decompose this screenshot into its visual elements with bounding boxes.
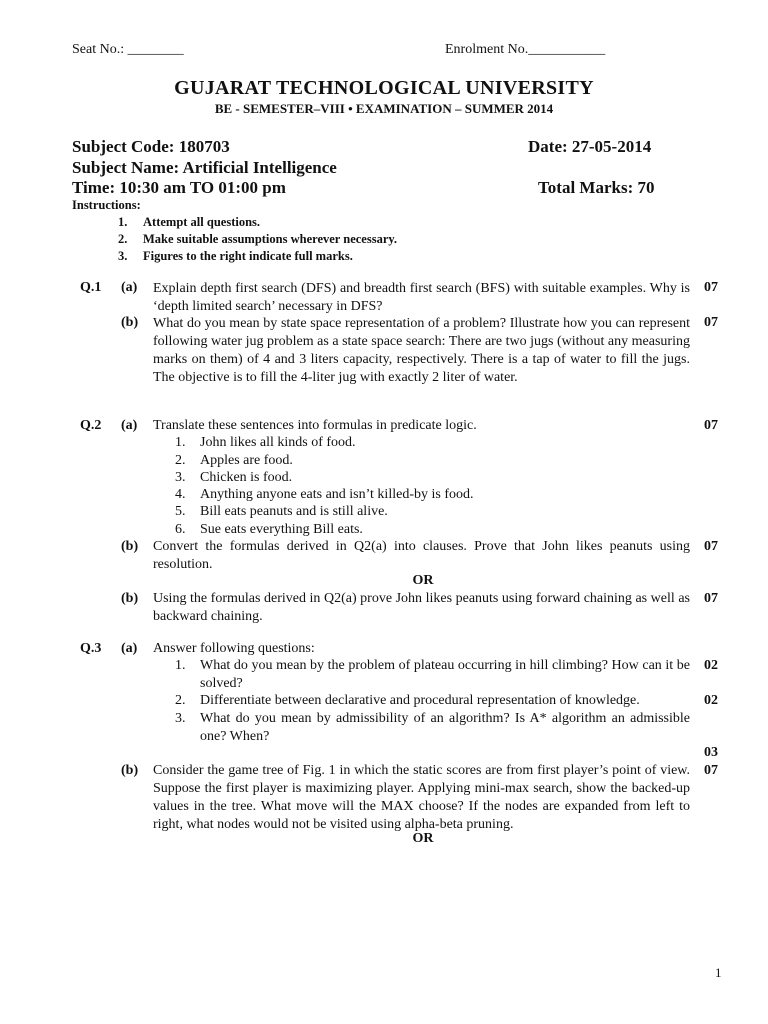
list-item	[175, 521, 363, 539]
q2-part-b-label: (b)	[121, 539, 139, 554]
q1-part-b-marks: 07	[704, 315, 718, 330]
instruction-text: Figures to the right indicate full marks.	[143, 249, 353, 263]
list-text: Chicken is food.	[200, 470, 293, 485]
exam-date: Date: 27-05-2014	[528, 137, 652, 156]
exam-time: Time: 10:30 am TO 01:00 pm	[72, 178, 286, 197]
question-2-label: Q.2	[80, 418, 102, 433]
list-text: Apples are food.	[200, 453, 293, 468]
total-marks: Total Marks: 70	[538, 178, 655, 197]
seat-number-field: Seat No.: ________	[72, 42, 184, 57]
list-item	[175, 657, 690, 693]
page-number: 1	[715, 965, 722, 980]
q3-part-b-marks: 07	[704, 763, 718, 778]
q2-part-b-alt-label: (b)	[121, 591, 139, 606]
q3-a3-marks: 03	[704, 745, 718, 760]
instruction-number: 2.	[118, 232, 128, 246]
instruction-number: 1.	[118, 215, 128, 229]
instruction-text: Attempt all questions.	[143, 215, 261, 229]
list-item	[175, 692, 690, 710]
question-1-label: Q.1	[80, 280, 102, 295]
q2-part-b-alt-text: Using the formulas derived in Q2(a) prove John likes peanuts using forward chaining as well as backward chaining.	[153, 591, 690, 624]
list-item	[175, 434, 356, 452]
list-text: What do you mean by the problem of plateau occurring in hill climbing? How can it be solved?	[200, 658, 690, 691]
q2-part-b-marks: 07	[704, 539, 718, 554]
instructions-heading: Instructions:	[72, 198, 141, 212]
q2-part-a-text: Translate these sentences into formulas in predicate logic.	[153, 418, 477, 433]
instruction-item	[118, 249, 353, 264]
exam-subtitle: BE - SEMESTER–VIII • EXAMINATION – SUMMER 2014	[214, 101, 554, 116]
list-text: Differentiate between declarative and procedural representation of knowledge.	[200, 693, 640, 708]
q1-part-a-marks: 07	[704, 280, 718, 295]
list-item	[175, 452, 293, 470]
instruction-item	[118, 232, 397, 247]
list-number: 3.	[175, 470, 186, 485]
q1-part-b-text: What do you mean by state space representation of a problem? Illustrate how you can represent following water jug problem as a state space search: There are two jugs (without any measuring marks on them) of 4 and 3 liters capacity, respectively. There is a tap of water to fill the jugs. The objective is to fill the 4-liter jug with exactly 2 liter of water.	[153, 316, 690, 385]
list-text: What do you mean by admissibility of an algorithm? Is A* algorithm an admissible one? When?	[200, 711, 690, 744]
q3-a2-marks: 02	[704, 693, 718, 708]
q3-part-b-label: (b)	[121, 763, 139, 778]
list-number: 2.	[175, 453, 186, 468]
q2-part-b-text: Convert the formulas derived in Q2(a) into clauses. Prove that John likes peanuts using resolution.	[153, 539, 690, 572]
list-text: Anything anyone eats and isn’t killed-by is food.	[200, 487, 474, 502]
instruction-text: Make suitable assumptions wherever necessary.	[143, 232, 398, 246]
list-item	[175, 486, 473, 504]
or-separator: OR	[412, 573, 434, 588]
list-text: Bill eats peanuts and is still alive.	[200, 504, 388, 519]
list-number: 1.	[175, 435, 186, 450]
q3-part-a-text: Answer following questions:	[153, 641, 315, 656]
q2-part-a-marks: 07	[704, 418, 718, 433]
enrolment-number-field: Enrolment No.___________	[445, 42, 606, 57]
q1-part-a-label: (a)	[121, 280, 138, 295]
list-item	[175, 710, 690, 746]
subject-name: Subject Name: Artificial Intelligence	[72, 158, 337, 177]
q2-part-a-label: (a)	[121, 418, 138, 433]
q3-part-a-label: (a)	[121, 641, 138, 656]
list-item	[175, 469, 292, 487]
q3-a1-marks: 02	[704, 658, 718, 673]
list-number: 3.	[175, 711, 186, 726]
instruction-item	[118, 215, 260, 230]
q2-part-b-alt-marks: 07	[704, 591, 718, 606]
subject-code: Subject Code: 180703	[72, 137, 230, 156]
list-number: 6.	[175, 522, 186, 537]
list-number: 1.	[175, 658, 186, 673]
q1-part-a-text: Explain depth first search (DFS) and breadth first search (BFS) with suitable examples. Why is ‘depth limited search’ necessary in DFS?	[153, 281, 690, 314]
list-item	[175, 503, 388, 521]
q1-part-b-label: (b)	[121, 315, 139, 330]
question-3-label: Q.3	[80, 641, 102, 656]
university-title: GUJARAT TECHNOLOGICAL UNIVERSITY	[174, 77, 594, 99]
or-separator: OR	[412, 831, 434, 846]
instruction-number: 3.	[118, 249, 128, 263]
list-number: 2.	[175, 693, 186, 708]
list-number: 5.	[175, 504, 186, 519]
list-text: Sue eats everything Bill eats.	[200, 522, 363, 537]
q3-part-b-text: Consider the game tree of Fig. 1 in which the static scores are from first player’s point of view. Suppose the first player is maximizing player. Applying mini-max search, show the backed-up values in the tree. What move will the MAX choose? If the nodes are expanded from left to right, what nodes would not be visited using alpha-beta pruning.	[153, 763, 690, 832]
list-text: John likes all kinds of food.	[200, 435, 356, 450]
list-number: 4.	[175, 487, 186, 502]
